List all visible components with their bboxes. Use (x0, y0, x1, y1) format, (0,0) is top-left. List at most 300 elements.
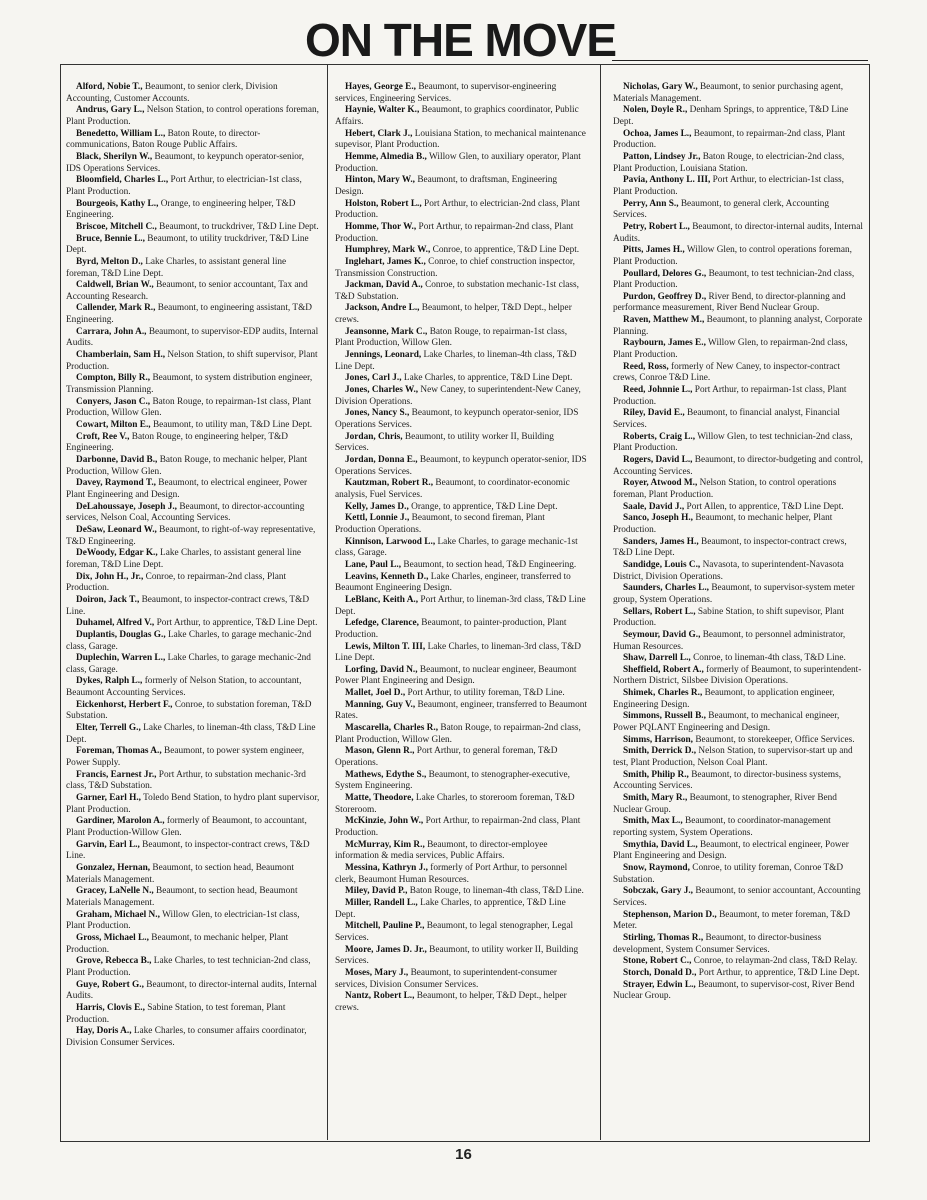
move-details: Toledo Bend Station, to hydro plant supervisor, Plant Production. (66, 793, 320, 815)
move-details: Port Arthur, to general foreman, T&D Operations. (335, 746, 558, 769)
personnel-entry (66, 455, 320, 478)
person-name: Caldwell, Brian W., (76, 280, 154, 291)
person-name: Saunders, Charles L., (623, 583, 710, 594)
move-details: Nelson Station, to control operations foreman, Plant Production. (613, 478, 837, 500)
person-name: Pitts, James H., (623, 245, 685, 256)
person-name: Conyers, Jason C., (76, 396, 151, 407)
move-details: Beaumont, to utility truckdriver, T&D Line Dept. (66, 233, 309, 256)
person-name: Smith, Philip R., (623, 769, 689, 780)
personnel-entry (66, 746, 320, 769)
move-details: Beaumont, to inspector-contract crews, T&D Line. (66, 839, 310, 862)
person-name: Gonzalez, Hernan, (76, 862, 151, 873)
personnel-entry (66, 1026, 320, 1049)
move-details: formerly of Port Arthur, to personnel clerk, Beaumont Human Resources. (335, 862, 568, 885)
personnel-entry (613, 840, 863, 863)
move-details: Beaumont, to senior accountant, Accounting Services. (613, 886, 861, 908)
move-details: Baton Rouge, to repairman-1st class, Plant Production, Willow Glen. (335, 326, 568, 349)
person-name: Jordan, Chris, (345, 431, 403, 442)
move-details: Beaumont, to electrical engineer, Power Plant Engineering and Design. (613, 839, 849, 862)
personnel-entry (335, 840, 587, 863)
personnel-entry (335, 991, 587, 1014)
person-name: Saale, David J., (623, 501, 685, 512)
personnel-entry (335, 816, 587, 839)
person-name: Jeansonne, Mark C., (345, 326, 428, 337)
personnel-entry (335, 82, 587, 105)
move-details: Beaumont, to application engineer, Engineering Design. (613, 688, 835, 710)
personnel-entry (66, 152, 320, 175)
person-name: Jordan, Donna E., (345, 455, 418, 465)
move-details: Port Arthur, to apprentice, T&D Line Dept. (154, 618, 318, 629)
move-details: Lake Charles, to assistant general line foreman, T&D Line Dept. (66, 256, 287, 279)
move-details: Lake Charles, to apprentice, T&D Line Dept. (401, 373, 573, 384)
person-name: Harris, Clovis E., (76, 1002, 145, 1013)
page-number: 16 (455, 1146, 472, 1163)
personnel-entry (613, 292, 863, 315)
move-details: Lake Charles, to apprentice, T&D Line Dept. (335, 897, 566, 920)
move-details: Beaumont, to electrical engineer, Power Plant Engineering and Design. (66, 478, 308, 500)
person-name: Petry, Robert L., (623, 221, 690, 232)
person-name: Haynie, Walter K., (345, 105, 420, 116)
move-details: Beaumont, to utility man, T&D Line Dept. (150, 420, 313, 431)
title-rule (612, 60, 868, 61)
move-details: Lake Charles, to storeroom foreman, T&D Storeroom. (335, 793, 575, 815)
move-details: Beaumont, to second fireman, Plant Production Operations. (335, 513, 545, 535)
move-details: Beaumont, to repairman-2nd class, Plant Production. (613, 128, 846, 151)
person-name: Callender, Mark R., (76, 303, 156, 314)
move-details: Port Arthur, to electrician-1st class, Plant Production. (613, 175, 844, 197)
move-details: Beaumont, to right-of-way representative, T&D Engineering. (66, 524, 316, 547)
move-details: Beaumont, to senior accountant, Tax and Accounting Research. (66, 280, 308, 302)
person-name: Carrara, John A., (76, 326, 147, 337)
move-details: Baton Rouge, to electrician-2nd class, Plant Production, Louisiana Station. (613, 151, 845, 174)
person-name: DeSaw, Leonard W., (76, 524, 157, 535)
personnel-entry (335, 618, 587, 641)
personnel-entry (335, 572, 587, 595)
move-details: Beaumont, to coordinator-management reporting system, System Operations. (613, 816, 831, 838)
person-name: Perry, Ann S., (623, 198, 679, 209)
person-name: Kinnison, Larwood L., (345, 536, 436, 547)
person-name: Gardiner, Marolon A., (76, 816, 165, 827)
person-name: Kelly, James D., (345, 501, 409, 512)
person-name: Homme, Thor W., (345, 221, 417, 232)
person-name: Simmons, Russell B., (623, 711, 706, 722)
person-name: Compton, Billy R., (76, 373, 151, 384)
person-name: Lorfing, David N., (345, 664, 418, 675)
person-name: Guye, Robert G., (76, 979, 144, 990)
personnel-entry (335, 665, 587, 688)
person-name: Jackman, David A., (345, 280, 423, 291)
move-details: Beaumont, to keypunch operator-senior, IDS Operations Services. (66, 151, 304, 174)
person-name: McKinzie, John W., (345, 816, 424, 827)
move-details: Port Arthur, to repairman-2nd class, Plant Production. (335, 816, 581, 838)
person-name: Garner, Earl H., (76, 793, 141, 804)
person-name: Strayer, Edwin L., (623, 979, 696, 990)
personnel-entry (66, 502, 320, 525)
person-name: Sanco, Joseph H., (623, 513, 693, 524)
move-details: Beaumont, to mechanic helper, Plant Production. (613, 513, 833, 535)
move-details: Denham Springs, to apprentice, T&D Line Dept. (613, 105, 849, 127)
personnel-entry (335, 408, 587, 431)
personnel-entry (613, 513, 863, 536)
person-name: Purdon, Geoffrey D., (623, 291, 707, 302)
move-details: Beaumont, to senior clerk, Division Accounting, Customer Accounts. (66, 82, 278, 104)
personnel-entry (613, 910, 863, 933)
move-details: Beaumont, to personnel administrator, Human Resources. (613, 629, 846, 652)
move-details: Port Allen, to apprentice, T&D Line Dept. (684, 501, 844, 512)
person-name: Jackson, Andre L., (345, 303, 420, 314)
move-details: Baton Rouge, to mechanic helper, Plant Production, Willow Glen. (66, 455, 308, 477)
column-1 (66, 82, 320, 1132)
column-2 (335, 82, 587, 1132)
personnel-entry (335, 700, 587, 723)
move-details: Orange, to engineering helper, T&D Engineering. (66, 198, 296, 221)
person-name: Hemme, Almedia B., (345, 151, 427, 162)
personnel-entry (335, 222, 587, 245)
person-name: Miley, David P., (345, 886, 408, 897)
personnel-entry (613, 630, 863, 653)
person-name: Stone, Robert C., (623, 956, 692, 967)
personnel-entry (335, 280, 587, 303)
move-details: Port Arthur, to utility foreman, T&D Line. (405, 688, 565, 699)
personnel-entry (66, 980, 320, 1003)
person-name: Moses, Mary J., (345, 967, 409, 978)
personnel-entry (66, 129, 320, 152)
person-name: Shimek, Charles R., (623, 688, 703, 699)
personnel-entry (335, 863, 587, 886)
person-name: LeBlanc, Keith A., (345, 594, 419, 605)
personnel-entry (335, 129, 587, 152)
move-details: Sabine Station, to shift supevisor, Plant Production. (613, 606, 844, 629)
personnel-entry (335, 886, 587, 898)
personnel-entry (613, 338, 863, 361)
move-details: Nelson Station, to supervisor-start up and test, Plant Production, Nelson Coal Plant. (613, 746, 853, 769)
person-name: Mason, Glenn R., (345, 746, 415, 757)
personnel-entry (335, 746, 587, 769)
personnel-entry (66, 420, 320, 432)
person-name: Bloomfield, Charles L., (76, 175, 169, 186)
personnel-entry (335, 513, 587, 536)
person-name: Bruce, Bennie L., (76, 233, 145, 244)
person-name: Shaw, Darrell L., (623, 653, 691, 664)
column-divider (600, 64, 601, 1140)
move-details: Orange, to apprentice, T&D Line Dept. (408, 501, 558, 512)
move-details: New Caney, to superintendent-New Caney, Division Operations. (335, 385, 581, 407)
personnel-entry (335, 455, 587, 478)
person-name: Sanders, James H., (623, 536, 699, 547)
person-name: Bourgeois, Kathy L., (76, 198, 159, 209)
person-name: Hebert, Clark J., (345, 128, 413, 139)
move-details: Beaumont, to supervisor-system meter group, System Operations. (613, 583, 855, 605)
personnel-entry (613, 746, 863, 769)
person-name: Reed, Ross, (623, 361, 669, 372)
move-details: formerly of Beaumont, to superintendent-Northern District, Silsbee Division Operations. (613, 664, 862, 687)
person-name: Gross, Michael L., (76, 932, 149, 943)
move-details: Beaumont, to truckdriver, T&D Line Dept. (156, 221, 319, 232)
personnel-entry (335, 245, 587, 257)
person-name: Ochoa, James L., (623, 128, 692, 139)
move-details: Nelson Station, to control operations foreman, Plant Production. (66, 105, 319, 127)
move-details: Conroe, to repairman-2nd class, Plant Production. (66, 571, 287, 594)
move-details: Lake Charles, to assistant general line foreman, T&D Line Dept. (66, 548, 301, 570)
personnel-entry (335, 642, 587, 665)
personnel-entry (613, 863, 863, 886)
move-details: Louisiana Station, to mechanical maintenance supevisor, Plant Production. (335, 128, 586, 151)
move-details: Beaumont, to stenographer-executive, System Engineering. (335, 769, 570, 792)
personnel-entry (66, 816, 320, 839)
personnel-entry (613, 222, 863, 245)
move-details: Beaumont, to inspector-contract crews, T&D Line. (66, 594, 310, 617)
personnel-entry (66, 676, 320, 699)
person-name: Garvin, Earl L., (76, 839, 140, 850)
person-name: Croft, Ree V., (76, 431, 130, 442)
move-details: Conroe, to substation mechanic-1st class, T&D Substation. (335, 280, 579, 302)
personnel-entry (613, 933, 863, 956)
personnel-entry (66, 548, 320, 571)
personnel-entry (335, 595, 587, 618)
move-details: Beaumont, to draftsman, Engineering Design. (335, 175, 557, 197)
move-details: Beaumont, to supervisor-EDP audits, Internal Audits. (66, 326, 319, 349)
move-details: Beaumont, to helper, T&D Dept., helper crews. (335, 991, 567, 1013)
person-name: Raybourn, James E., (623, 338, 706, 349)
move-details: Beaumont, to inspector-contract crews, T&D Line Dept. (613, 536, 847, 559)
personnel-entry (66, 595, 320, 618)
personnel-entry (613, 537, 863, 560)
person-name: Patton, Lindsey Jr., (623, 151, 701, 162)
move-details: Beaumont, to director-employee information & media services, Public Affairs. (335, 839, 548, 862)
move-details: Beaumont, to storekeeper, Office Services. (693, 734, 855, 745)
person-name: Lane, Paul L., (345, 559, 402, 570)
move-details: Beaumont, to keypunch operator-senior, IDS Operations Services. (335, 455, 587, 477)
person-name: Storch, Donald D., (623, 967, 697, 978)
person-name: DeLahoussaye, Joseph J., (76, 501, 177, 512)
column-divider (327, 64, 328, 1140)
person-name: Messina, Kathryn J., (345, 862, 428, 873)
move-details: Port Arthur, to electrician-2nd class, Plant Production. (335, 198, 580, 221)
personnel-entry (613, 653, 863, 665)
move-details: Lake Charles, to lineman-4th class, T&D Line Dept. (66, 723, 316, 745)
move-details: Beaumont, to meter foreman, T&D Meter. (613, 909, 851, 932)
person-name: Kettl, Lonnie J., (345, 513, 410, 524)
person-name: Kautzman, Robert R., (345, 478, 434, 489)
page-title: ON THE MOVE (305, 14, 617, 66)
person-name: Pavia, Anthony L. III, (623, 175, 711, 186)
person-name: Graham, Michael N., (76, 909, 160, 920)
personnel-entry (66, 280, 320, 303)
personnel-entry (66, 327, 320, 350)
person-name: Nicholas, Gary W., (623, 82, 698, 92)
person-name: Simms, Harrison, (623, 734, 693, 745)
move-details: Port Arthur, to repairman-2nd class, Plant Production. (335, 221, 574, 244)
personnel-entry (613, 105, 863, 128)
personnel-entry (335, 385, 587, 408)
person-name: Smythia, David L., (623, 839, 698, 850)
personnel-entry (613, 886, 863, 909)
personnel-entry (335, 432, 587, 455)
move-details: Beaumont, engineer, transferred to Beaumont Rates. (335, 699, 587, 722)
move-details: Beaumont, to general clerk, Accounting Services. (613, 198, 830, 221)
move-details: Beaumont, to utility worker II, Building Services. (335, 431, 554, 454)
move-details: Conroe, to apprentice, T&D Line Dept. (430, 245, 580, 256)
personnel-entry (613, 607, 863, 630)
move-details: Port Arthur, to substation mechanic-3rd class, T&D Substation. (66, 769, 306, 792)
personnel-entry (335, 257, 587, 280)
person-name: Leavins, Kenneth D., (345, 571, 429, 582)
person-name: Mallet, Joel D., (345, 688, 406, 699)
move-details: Beaumont, to painter-production, Plant Production. (335, 618, 567, 640)
person-name: Reed, Johnnie L., (623, 385, 693, 396)
person-name: Benedetto, William L., (76, 128, 166, 139)
move-details: Baton Route, to director-communications, Baton Rouge Public Affairs. (66, 128, 261, 151)
person-name: Alford, Nobie T., (76, 82, 143, 92)
move-details: Beaumont, to helper, T&D Dept., helper crews. (335, 303, 572, 326)
personnel-entry (66, 257, 320, 280)
move-details: Beaumont, to graphics coordinator, Public Affairs. (335, 105, 579, 127)
move-details: Beaumont, to test technician-2nd class, Plant Production. (613, 268, 855, 291)
move-details: Baton Rouge, to lineman-4th class, T&D Line. (407, 886, 584, 897)
personnel-entry (613, 770, 863, 793)
person-name: Manning, Guy V., (345, 699, 416, 710)
personnel-entry (613, 455, 863, 478)
move-details: Beaumont, to mechanic helper, Plant Production. (66, 932, 289, 955)
personnel-entry (335, 502, 587, 514)
person-name: Darbonne, David B., (76, 455, 158, 465)
personnel-entry (66, 234, 320, 257)
personnel-entry (66, 840, 320, 863)
move-details: Beaumont, to utility worker II, Building Services. (335, 944, 579, 967)
person-name: Byrd, Melton D., (76, 256, 143, 267)
personnel-entry (613, 793, 863, 816)
move-details: Beaumont, to superintendent-consumer services, Division Consumer Services. (335, 967, 557, 990)
move-details: Baton Rouge, to engineering helper, T&D Engineering. (66, 431, 288, 454)
personnel-entry (66, 199, 320, 222)
move-details: Baton Rouge, to repairman-2nd class, Plant Production, Willow Glen. (335, 723, 581, 745)
person-name: Nolen, Doyle R., (623, 105, 688, 116)
move-details: Willow Glen, to control operations foreman, Plant Production. (613, 245, 852, 267)
move-details: Lake Charles, to garage mechanic-1st class, Garage. (335, 536, 578, 559)
move-details: Beaumont, to director-accounting services, Nelson Coal, Accounting Services. (66, 501, 305, 524)
person-name: Cowart, Milton E., (76, 420, 151, 431)
personnel-entry (66, 222, 320, 234)
person-name: Smith, Mary R., (623, 793, 688, 804)
personnel-entry (613, 583, 863, 606)
personnel-entry (613, 82, 863, 105)
person-name: Jones, Carl J., (345, 373, 402, 384)
move-details: Port Arthur, to apprentice, T&D Line Dept. (696, 967, 860, 978)
person-name: Stirling, Thomas R., (623, 932, 704, 943)
person-name: Hayes, George E., (345, 82, 417, 92)
move-details: Beaumont, to power system engineer, Power Supply. (66, 746, 305, 769)
personnel-entry (66, 82, 320, 105)
move-details: Lake Charles, to garage mechanic-2nd class, Garage. (66, 629, 312, 652)
personnel-entry (66, 933, 320, 956)
person-name: Humphrey, Mark W., (345, 245, 431, 256)
personnel-entry (66, 653, 320, 676)
personnel-entry (335, 968, 587, 991)
personnel-entry (66, 618, 320, 630)
person-name: Mitchell, Pauline P., (345, 921, 425, 932)
move-details: Lake Charles, to lineman-4th class, T&D Line Dept. (335, 350, 577, 372)
move-details: Nelson Station, to shift supervisor, Plant Production. (66, 350, 318, 372)
person-name: Jennings, Leonard, (345, 350, 422, 361)
move-details: Baton Rouge, to repairman-1st class, Plant Production, Willow Glen. (66, 396, 312, 419)
person-name: Jones, Nancy S., (345, 408, 410, 419)
move-details: Beaumont, to section head, T&D Engineering. (401, 559, 577, 570)
personnel-entry (613, 968, 863, 980)
person-name: Dix, John H., Jr., (76, 571, 144, 582)
move-details: Conroe, to lineman-4th class, T&D Line. (690, 653, 846, 664)
person-name: Duplantis, Douglas G., (76, 629, 166, 640)
move-details: Willow Glen, to repairman-2nd class, Plant Production. (613, 338, 848, 361)
personnel-entry (335, 152, 587, 175)
person-name: Seymour, David G., (623, 629, 701, 640)
personnel-entry (66, 175, 320, 198)
person-name: Doiron, Jack T., (76, 594, 140, 605)
person-name: Matte, Theodore, (345, 793, 414, 804)
person-name: Eickenhorst, Herbert F., (76, 699, 173, 710)
move-details: Sabine Station, to test foreman, Plant Production. (66, 1002, 286, 1025)
personnel-entry (335, 373, 587, 385)
move-details: Beaumont, to system distribution engineer, Transmission Planning. (66, 373, 313, 396)
personnel-entry (613, 711, 863, 734)
personnel-entry (613, 408, 863, 431)
personnel-entry (66, 105, 320, 128)
move-details: Lake Charles, to garage mechanic-2nd class, Garage. (66, 653, 311, 675)
person-name: Duplechin, Warren L., (76, 653, 166, 664)
person-name: Inglehart, James K., (345, 256, 426, 267)
personnel-entry (613, 385, 863, 408)
move-details: River Bend, to director-planning and performance measurement, River Bend Nuclear Group. (613, 291, 846, 314)
move-details: Conroe, to chief construction inspector, Transmission Construction. (335, 256, 575, 279)
personnel-entry (66, 630, 320, 653)
move-details: Lake Charles, to lineman-3rd class, T&D Line Dept. (335, 641, 582, 664)
personnel-entry (613, 245, 863, 268)
move-details: Beaumont, to nuclear engineer, Beaumont Power Plant Engineering and Design. (335, 664, 577, 687)
personnel-entry (66, 397, 320, 420)
move-details: Beaumont, to coordinator-economic analysis, Fuel Services. (335, 478, 570, 500)
move-details: Willow Glen, to auxiliary operator, Plant Production. (335, 151, 581, 174)
personnel-entry (335, 770, 587, 793)
personnel-entry (613, 502, 863, 514)
person-name: Royer, Atwood M., (623, 478, 698, 489)
personnel-entry (66, 373, 320, 396)
person-name: Nantz, Robert L., (345, 991, 415, 1002)
personnel-entry (613, 315, 863, 338)
personnel-entry (613, 129, 863, 152)
person-name: Chamberlain, Sam H., (76, 350, 166, 361)
move-details: Beaumont, to senior purchasing agent, Materials Management. (613, 82, 844, 104)
personnel-entry (66, 956, 320, 979)
personnel-entry (335, 175, 587, 198)
person-name: Mathews, Edythe S., (345, 769, 427, 780)
personnel-entry (66, 572, 320, 595)
person-name: Sellars, Robert L., (623, 606, 696, 617)
move-details: Beaumont, to legal stenographer, Legal Services. (335, 921, 574, 943)
personnel-entry (613, 735, 863, 747)
move-details: Beaumont, to section head, Beaumont Materials Management. (66, 862, 294, 885)
person-name: Sandidge, Louis C., (623, 559, 701, 570)
move-details: Beaumont, to mechanical engineer, Power PQLANT Engineering and Design. (613, 711, 840, 734)
person-name: Smith, Max L., (623, 816, 683, 827)
personnel-entry (613, 560, 863, 583)
move-details: Conroe, to relayman-2nd class, T&D Relay. (691, 956, 858, 967)
personnel-entry (613, 478, 863, 501)
person-name: Sobczak, Gary J., (623, 886, 693, 897)
move-details: Navasota, to superintendent-Navasota District, Division Operations. (613, 559, 844, 582)
personnel-entry (66, 700, 320, 723)
personnel-entry (335, 350, 587, 373)
person-name: Black, Sherilyn W., (76, 151, 153, 162)
person-name: Riley, David E., (623, 408, 685, 419)
